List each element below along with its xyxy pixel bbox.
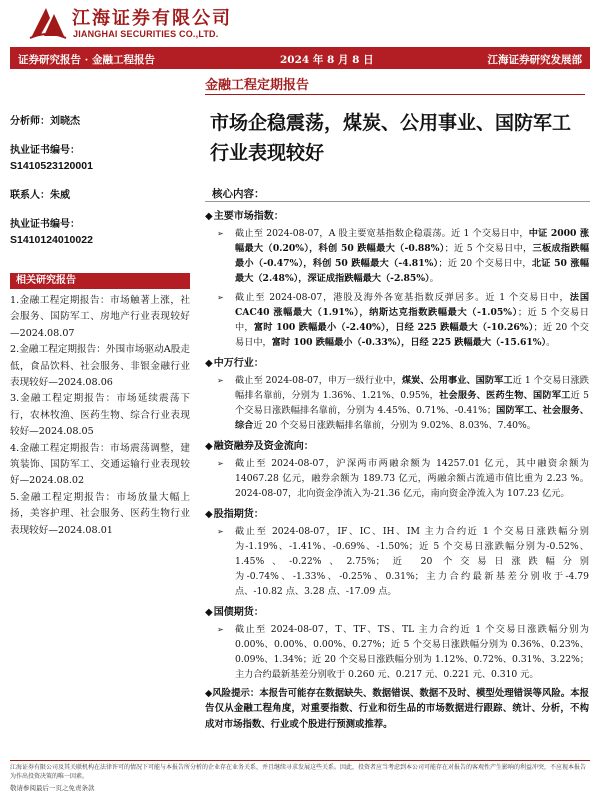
cert-label: 执业证书编号： [10,145,80,156]
section-heading-industry: ◆ 中万行业： [205,354,589,369]
company-name-cn: 江海证券有限公司 [72,8,232,29]
cert-number: S1410124010022 [10,234,93,246]
disclaimer: 江海证券有限公司及其关联机构在法律许可的情况下可能与本报告所分析的企业存在业务关系，并且继续寻求发展这些关系。因此，投资者应当考虑到本公司可能存在对报告的客观性产生影响的利益冲突，不应视本报告为作出投资决策的唯一因素。 [10,764,587,780]
divider [205,201,590,202]
section-heading-index-futures: ◆ 股指期货： [205,505,589,520]
disclaimer-reference: 敬请参阅最后一页之免责条款 [10,784,95,792]
company-logo [28,2,248,44]
analyst-label: 分析师：刘晓杰 [10,116,80,127]
cert-label: 执业证书编号： [10,219,80,230]
bullet-icon: ➢ [217,376,224,385]
department: 江海证券研究发展部 [487,54,582,66]
paragraph: ➢ 截止至 2024-08-07，港股及海外各宽基指数反弹居多。近 1 个交易日中，法国 CAC40 涨幅最大（1.91%），纳斯达克指数跌幅最大（-1.05%）；近 5 个交易日中，富时 100 跌幅最小（-2.40%），日经 225 跌幅最大（-10.26%）；近 20 个交易日中，富时 100 跌幅最小（-0.33%），日经 225 跌幅最大（-15.61%）。 [217,292,590,348]
bullet-icon: ➢ [217,625,224,634]
related-reports-heading: 相关研究报告 [10,273,190,289]
header-bar [10,47,590,69]
related-report-link[interactable]: 3.金融工程定期报告：市场延续震荡下行，农林牧渔、医药生物、综合行业表现较好—2024.08.05 [10,393,190,438]
company-logo-icon [28,4,68,42]
bullet-icon: ➢ [217,527,224,536]
section-heading-indices: ◆ 主要市场指数： [205,207,589,222]
contact-label: 联系人：朱威 [10,190,70,201]
report-category: 证券研究报告 · 金融工程报告 [18,54,155,66]
risk-warning: ◆风险提示：本报告可能存在数据缺失、数据错误、数据不及时、模型处理错误等风险。本报告仅从金融工程角度，对重要指数、行业和衍生品的市场数据进行跟踪、统计、分析，不构成对市场指数、行业或个股进行预测或推荐。 [205,688,589,730]
related-report-link[interactable]: 4.金融工程定期报告：市场震荡调整，建筑装饰、国防军工、交通运输行业表现较好—2024.08.02 [10,442,190,487]
cert-number: S1410523120001 [10,160,93,172]
divider [10,760,590,761]
bullet-icon: ➢ [217,229,224,238]
paragraph: ➢ 截止至 2024-08-07，A 股主要宽基指数企稳震荡。近 1 个交易日中，中证 2000 涨幅最大（0.20%），科创 50 跌幅最大（-0.88%）；近 5 个交易日中，三板成指跌幅最小（-0.47%），科创 50 跌幅最大（-4.81%）；近 20 个交易日中，北证 50 涨幅最大（2.48%），深证成指跌幅最大（-2.85%）。 [217,228,590,284]
paragraph: ➢ 截止至 2024-08-07，IF、IC、IH、IM 主力合约近 1 个交易日涨跌幅分别为-1.19%、-1.41%、-0.69%、-1.50%；近 5 个交易日涨跌幅分别为-0.52%、1.45%、-0.22%、2.75%；近 20 个交易日涨跌幅分别为-0.74%、-1.33%、-0.25%、0.31%；主力合约最新基差分别收于-4.79 点、-10.82 点、3.28 点、-17.09 点。 [217,526,589,597]
core-content [205,204,589,732]
section-heading-bond-futures: ◆ 国债期货： [205,603,589,618]
divider [205,94,585,95]
bullet-icon: ➢ [217,459,224,468]
section-heading-margin: ◆ 融资融券及资金流向： [205,437,589,452]
related-reports-list [10,293,190,539]
related-report-link[interactable]: 2.金融工程定期报告：外围市场驱动A股走低，食品饮料、社会服务、非银金融行业表现较好—2024.08.06 [10,344,190,389]
paragraph: ➢ 截止至 2024-08-07，T、TF、TS、TL 主力合约近 1 个交易日涨跌幅分别为 0.00%、0.00%、0.00%、0.27%；近 5 个交易日涨跌幅分别为 0.36%、0.23%、0.09%、1.34%；近 20 个交易日涨跌幅分别为 1.12%、0.72%、0.31%、3.22%；主力合约最新基差分别收于 0.260 元、0.217 元、0.221 元、0.310 元。 [217,624,589,680]
core-content-heading: 核心内容： [212,188,265,200]
report-title: 市场企稳震荡，煤炭、公用事业、国防军工行业表现较好 [210,112,572,164]
bullet-icon: ➢ [217,293,224,302]
related-report-link[interactable]: 1.金融工程定期报告：市场触著上涨，社会服务、国防军工、房地产行业表现较好—2024.08.07 [10,295,190,339]
document-type: 金融工程定期报告 [205,78,310,93]
company-name-en: JIANGHAI SECURITIES CO.,LTD. [73,29,219,39]
report-date: 2024 年 8 月 8 日 [280,54,374,66]
paragraph: ➢ 截止至 2024-08-07，申万一级行业中，煤炭、公用事业、国防军工近 1 个交易日涨跌幅排名靠前，分别为 1.36%、1.21%、0.95%，社会服务、医药生物、国防军工近 5 个交易日涨跌幅排名靠前，分别为 4.45%、0.71%、-0.41%；国防军工、社会服务、综合近 20 个交易日涨跌幅排名靠前，分别为 9.02%、8.03%、7.40%。 [217,375,589,431]
related-report-link[interactable]: 5.金融工程定期报告：市场放量大幅上扬，美容护理、社会服务、医药生物行业表现较好—2024.08.01 [10,491,190,536]
paragraph: ➢ 截止至 2024-08-07，沪深两市两融余额为 14257.01 亿元，其中融资余额为 14067.28 亿元，融券余额为 189.73 亿元，两融余额占流通市值比重为 2.23 %。2024-08-07，北向资金净流入为-21.36 亿元，南向资金净流入为 107.23 亿元。 [217,458,589,499]
author-info [10,112,190,260]
